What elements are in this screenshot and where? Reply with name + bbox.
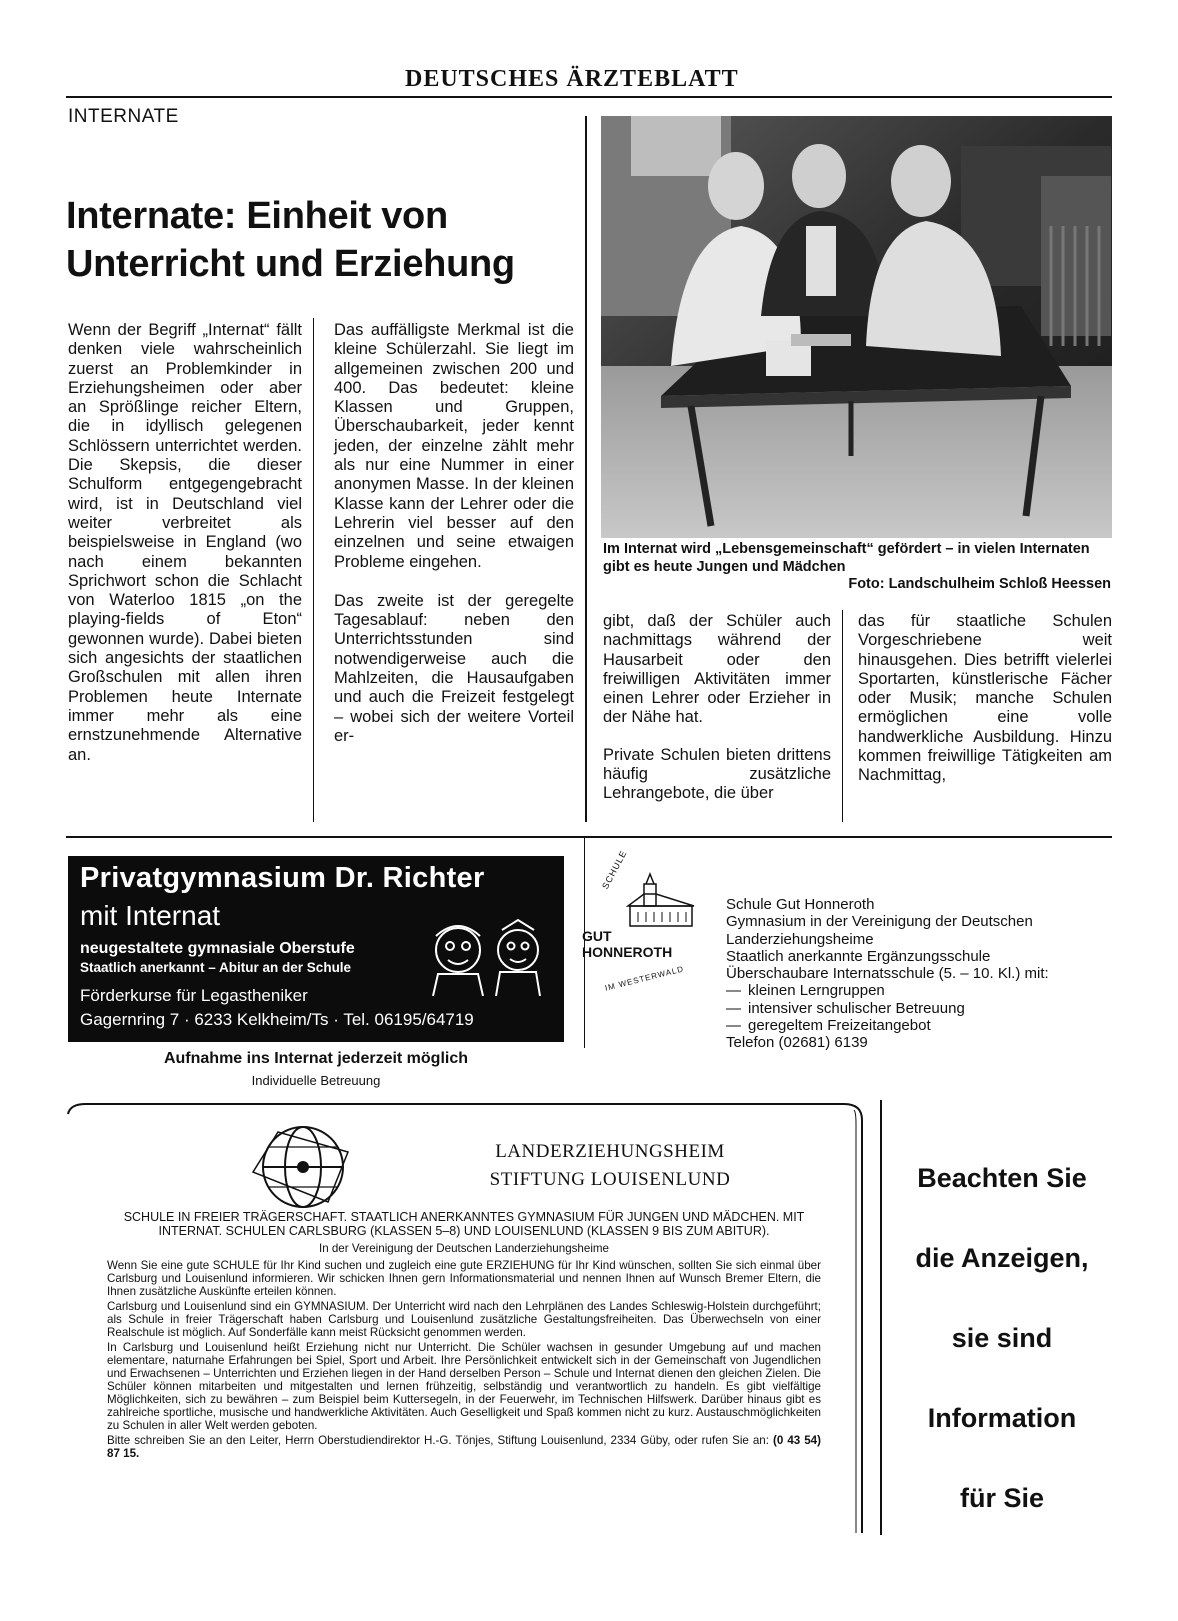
paragraph: gibt, daß der Schüler auch nachmittags während der Hausarbeit oder den freiwilligen Aktivitäten immer einen Lehrer oder Erzieher in der Nähe hat. xyxy=(603,612,831,727)
column-divider xyxy=(585,116,587,822)
article-column-4 xyxy=(858,612,1112,804)
ad-honneroth-bullet: — intensiver schulischer Betreuung xyxy=(726,999,965,1017)
ad-honneroth-text xyxy=(726,896,1049,1052)
ad-honneroth-bullet: — geregeltem Freizeitangebot xyxy=(726,1017,931,1035)
paragraph: In Carlsburg und Louisenlund heißt Erziehung nicht nur Unterricht. Die Schüler wachsen in gesunder Umgebung auf und machen elementare, naturnahe Erfahrungen bei Spiel, Sport und Arbeit. Ihre Persönlichkeit entwickelt sich in der Gemeinschaft von Jugendlichen und Erwachsenen – Unterrichten und Erziehen liegen in der Hand derselben Person – Schule und Internat dienen den gleichen Zielen. Die Schüler können mitarbeiten und mitgestalten und lernen frühzeitig, selbständig und verantwortlich zu handeln. Es gibt vielfältige Möglichkeiten, sich zu bewähren – zum Beispiel beim Kuttersegeln, in der Feuerwehr, im Technischen Hilfswerk. Darüber hinaus gibt es zahlreiche sportliche, musische und handwerkliche Aktivitäten. Auch Geselligkeit und Spaß kommen nicht zu kurz. Austauschmöglichkeiten zu Schulen in aller Welt werden geboten. xyxy=(107,1341,821,1432)
reader-notice xyxy=(887,1138,1117,1538)
louisenlund-caps: SCHULE IN FREIER TRÄGERSCHAFT. STAATLICH ANERKANNTES GYMNASIUM FÜR JUNGEN UND MÄDCHEN. MIT INTERNAT. SCHULEN CARLSBURG (KLASSEN 5–8) UND LOUISENLUND (KLASSEN 9 BIS ZUM ABITUR). xyxy=(123,1210,805,1238)
ad-honneroth-line: Staatlich anerkannte Ergänzungsschule xyxy=(726,947,991,965)
paragraph: das für staatliche Schulen Vorgeschriebene weit hinausgehen. Dies betrifft vielerlei Sportarten, künstlerische Fächer oder Musik; manche Schulen ermöglichen eine volle handwerkliche Ausbildung. Hinzu kommen freiwillige Tätigkeiten am Nachmittag, xyxy=(858,612,1112,785)
paragraph: Das zweite ist der geregelte Tagesablauf: neben den Unterrichtsstunden sind notwendigerweise auch die Mahlzeiten, die Hausaufgaben und auch die Freizeit festgelegt – wobei sich der weitere Vorteil er- xyxy=(334,591,574,745)
photo-caption: Im Internat wird „Lebensgemeinschaft“ gefördert – in vielen Internaten gibt es heute Jungen und Mädchen Foto: Landschulheim Schloß Heessen xyxy=(603,541,1111,592)
paragraph: Wenn der Begriff „Internat“ fällt denken viele wahrscheinlich zuerst an Problemkinder in Erziehungsheimen oder aber an Sprößlinge reicher Eltern, die in idyllisch gelegenen Schlössern unterrichtet werden. Die Skepsis, die dieser Schulform entgegengebracht wird, ist in Deutschland viel weiter verbreitet als beispielsweise in England (wo nach einem bekannten Sprichwort schon die Schlacht von Waterloo 1815 „on the playing-fields of Eton“ gewonnen wurde). Dabei bieten sich angesichts der staatlichen Großschulen mit allen ihren Problemen heute Internate immer mehr als eine ernstzunehmende Alternative an. xyxy=(68,321,302,764)
masthead-rule xyxy=(66,96,1112,98)
ad-honneroth-bullet: — kleinen Lerngruppen xyxy=(726,982,885,1000)
paragraph: Carlsburg und Louisenlund sind ein GYMNASIUM. Der Unterricht wird nach den Lehrplänen des Landes Schleswig-Holstein durchgeführt; als Schule in freier Trägerschaft haben Carlsburg und Louisenlund zusätzliche Gestaltungsfreiheiten. Das Überwechseln von einer Realschule ist möglich. Auf Sonderfälle kann meist Rücksicht genommen werden. xyxy=(107,1300,821,1339)
honneroth-logo xyxy=(582,848,718,1000)
article-headline: Internate: Einheit von Unterricht und Erziehung xyxy=(66,195,515,285)
honneroth-logo-text: IM WESTERWALD xyxy=(604,964,685,993)
article-column-3 xyxy=(603,612,831,822)
section-label: INTERNATE xyxy=(68,106,179,127)
honneroth-logo-text: HONNEROTH xyxy=(582,944,673,960)
ad-richter-line: neugestaltete gymnasiale Oberstufe xyxy=(80,940,355,957)
column-divider xyxy=(842,610,843,822)
paragraph: Private Schulen bieten drittens häufig zusätzliche Lehrangebote, die über xyxy=(603,745,831,803)
ad-honneroth-line: Schule Gut Honneroth xyxy=(726,896,875,913)
article-column-1 xyxy=(68,321,302,783)
honneroth-logo-text: SCHULE xyxy=(600,848,629,891)
children-illustration xyxy=(418,916,558,996)
notice-divider xyxy=(880,1100,882,1535)
notice-line: die Anzeigen, xyxy=(915,1243,1089,1273)
ad-honneroth-line: Landerziehungsheime xyxy=(726,930,874,948)
ad-richter-subtitle: mit Internat xyxy=(80,900,221,931)
ad-richter-care: Individuelle Betreuung xyxy=(251,1073,381,1088)
louisenlund-heading: LANDERZIEHUNGSHEIM STIFTUNG LOUISENLUND xyxy=(489,1141,731,1190)
paragraph: Das auffälligste Merkmal ist die kleine Schülerzahl. Sie liegt im allgemeinen zwischen 200 und 400. Das bedeutet: kleine Klassen und Gruppen, Überschaubarkeit, jeder kennt jeden, der einzelne zählt mehr als nur eine Nummer in einer anonymen Masse. In der kleinen Klasse kann der Lehrer oder die Lehrerin viel besser auf den einzelnen und seine etwaigen Probleme eingehen. xyxy=(334,321,574,571)
ad-richter-admission: Aufnahme ins Internat jederzeit möglich xyxy=(163,1050,469,1067)
ad-richter-line: Staatlich anerkannt – Abitur an der Schule xyxy=(80,960,352,975)
louisenlund-membership: In der Vereinigung der Deutschen Landerziehungsheime xyxy=(318,1242,610,1255)
louisenlund-phone: (0 43 54) 87 15. xyxy=(107,1434,821,1460)
article-column-2 xyxy=(334,321,574,764)
louisenlund-globe-logo xyxy=(248,1112,358,1222)
honneroth-logo-text: GUT xyxy=(582,928,612,944)
louisenlund-body xyxy=(107,1210,821,1460)
ad-honneroth-phone: Telefon (02681) 6139 xyxy=(726,1034,868,1052)
notice-line: sie sind xyxy=(951,1323,1053,1353)
ad-richter-line: Förderkurse für Legastheniker xyxy=(80,986,308,1005)
photo-credit: Foto: Landschulheim Schloß Heessen xyxy=(848,576,1111,592)
article-photo xyxy=(601,116,1112,538)
notice-line: Beachten Sie xyxy=(917,1163,1087,1193)
masthead: DEUTSCHES ÄRZTEBLATT xyxy=(405,66,739,92)
ad-richter xyxy=(68,856,564,1042)
column-divider xyxy=(313,318,314,822)
paragraph: Wenn Sie eine gute SCHULE für Ihr Kind suchen und zugleich eine gute ERZIEHUNG für Ihr Kind wünschen, sollten Sie sich einmal über Carlsburg und Louisenlund informieren. Wir schicken Ihnen gern Informationsmaterial und nennen Ihnen auf Wunsch Bremer Eltern, die Ihnen zusätzliche Auskünfte erteilen können. xyxy=(107,1259,821,1298)
ad-honneroth-line: Gymnasium in der Vereinigung der Deutschen xyxy=(726,913,1033,931)
notice-line: Information xyxy=(927,1403,1077,1433)
ad-richter-title: Privatgymnasium Dr. Richter xyxy=(80,862,485,894)
paragraph: Bitte schreiben Sie an den Leiter, Herrn Oberstudiendirektor H.-G. Tönjes, Stiftung Louisenlund, 2334 Güby, oder rufen Sie an: (0 43 54) 87 15. xyxy=(107,1434,821,1460)
notice-line: für Sie xyxy=(959,1483,1045,1513)
section-divider xyxy=(66,836,1112,838)
ad-honneroth-line: Überschaubare Internatsschule (5. – 10. Kl.) mit: xyxy=(726,965,1049,983)
ad-richter-address: Gagernring 7 · 6233 Kelkheim/Ts · Tel. 06195/64719 xyxy=(80,1010,474,1029)
